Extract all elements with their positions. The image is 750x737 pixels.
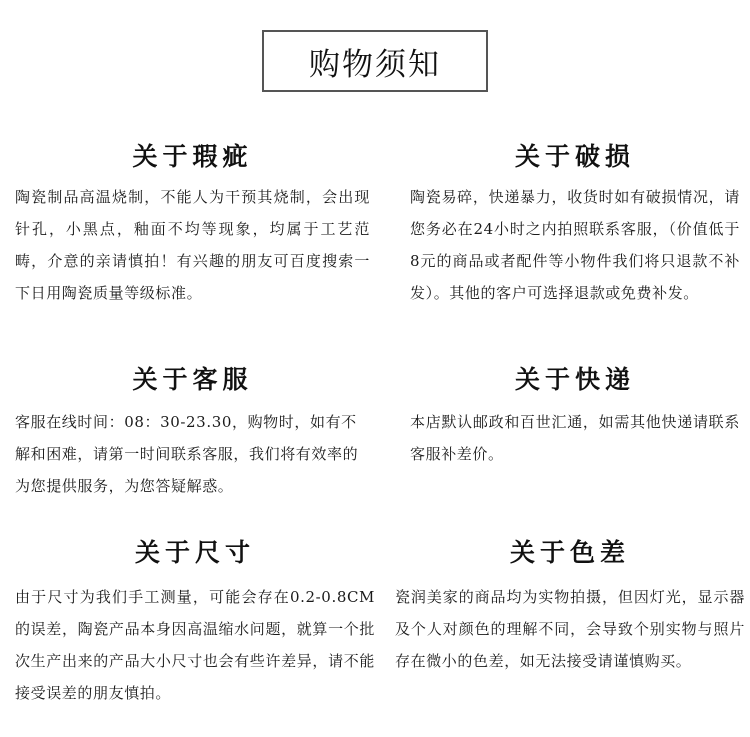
section-color: [395, 533, 745, 677]
section-size-heading: 关于尺寸: [134, 538, 255, 567]
section-size: [15, 533, 375, 709]
section-service-heading: 关于客服: [132, 365, 253, 394]
section-service: [15, 360, 370, 502]
section-express-text: 本店默认邮政和百世汇通，如需其他快递请联系客服补差价。: [410, 413, 740, 463]
section-size-text: 由于尺寸为我们手工测量，可能会存在0.2-0.8CM的误差，陶瓷产品本身因高温缩水问题，就算一个批次生产出来的产品大小尺寸也会有些许差异，请不能接受误差的朋友慎拍。: [15, 588, 375, 702]
page-title-box: [262, 30, 488, 92]
section-flaw: [15, 137, 370, 309]
section-color-heading: 关于色差: [509, 538, 630, 567]
section-flaw-heading: 关于瑕疵: [132, 142, 253, 171]
section-damage: [410, 137, 740, 309]
section-damage-heading: 关于破损: [514, 142, 635, 171]
section-express: [410, 360, 740, 470]
section-express-heading: 关于快递: [514, 365, 635, 394]
section-flaw-text: 陶瓷制品高温烧制，不能人为干预其烧制，会出现针孔，小黑点，釉面不均等现象，均属于工艺范畴，介意的亲请慎拍！有兴趣的朋友可百度搜索一下日用陶瓷质量等级标准。: [15, 188, 370, 302]
page-title: 购物须知: [309, 46, 441, 83]
section-service-text: 客服在线时间：08：30-23.30，购物时，如有不解和困难，请第一时间联系客服，我们将有效率的为您提供服务，为您答疑解惑。: [15, 413, 359, 495]
section-color-text: 瓷润美家的商品均为实物拍摄，但因灯光，显示器及个人对颜色的理解不同，会导致个别实物与照片存在微小的色差，如无法接受请谨慎购买。: [395, 588, 745, 670]
section-damage-text: 陶瓷易碎，快递暴力，收货时如有破损情况，请您务必在24小时之内拍照联系客服，（价值低于8元的商品或者配件等小物件我们将只退款不补发）。其他的客户可选择退款或免费补发。: [410, 188, 740, 302]
